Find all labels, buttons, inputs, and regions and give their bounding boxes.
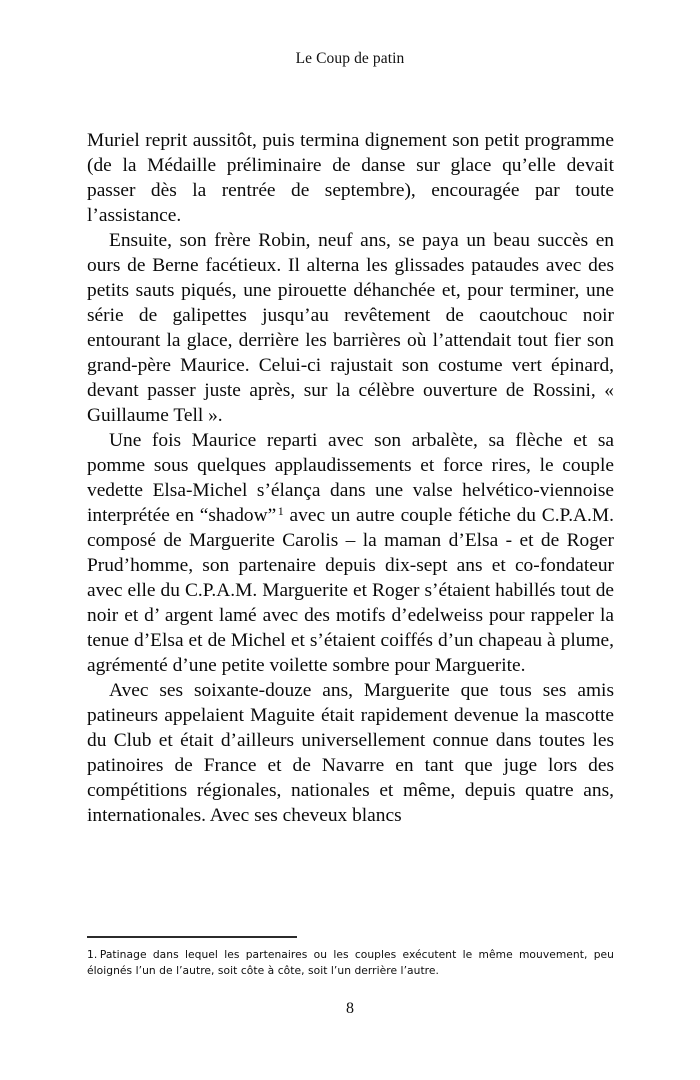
body-text-block bbox=[87, 128, 614, 828]
footnote-reference-marker[interactable]: 1 bbox=[277, 503, 284, 518]
paragraph: Avec ses soixante-douze ans, Marguerite que tous ses amis patineurs appelaient Maguite était rapidement devenue la mascotte du Club et était d’ailleurs universellement connue dans toutes les patinoires de France et de Navarre en tant que juge lors des compétitions régionales, nationales et même, depuis quatre ans, internationales. Avec ses cheveux blancs bbox=[87, 680, 614, 826]
running-head: Le Coup de patin bbox=[295, 50, 405, 67]
footnote bbox=[87, 947, 614, 979]
paragraph-text-after-footnote: avec un autre couple fétiche du C.P.A.M. composé de Marguerite Carolis – la maman d’Elsa - et de Roger Prud’homme, son partenaire depuis dix-sept ans et co-fondateur avec elle du C.P.A.M. Marguerite et Roger s’étaient habillés tout de noir et d’ argent lamé avec des motifs d’edelweiss pour rappeler la tenue d’Elsa et de Michel et s’étaient coiffés d’un chapeau à plume, agrémenté d’une petite voilette sombre pour Marguerite. bbox=[87, 505, 614, 676]
footnote-body-text: Patinage dans lequel les partenaires ou les couples exécutent le même mouvement, peu éloignés l’un de l’autre, soit côte à côte, soit l’un derrière l’autre. bbox=[87, 947, 614, 977]
paragraph: Ensuite, son frère Robin, neuf ans, se paya un beau succès en ours de Berne facétieux. Il alterna les glissades pataudes avec des petits sauts piqués, une pirouette déhanchée et, pour terminer, une série de galipettes jusqu’au revêtement de caoutchouc noir entourant la glace, derrière les barrières où l’attendait tout fier son grand-père Maurice. Celui-ci rajustait son costume vert épinard, devant passer juste après, sur la célèbre ouverture de Rossini, « Guillaume Tell ». bbox=[87, 230, 614, 426]
footnote-number: 1. bbox=[87, 947, 98, 961]
paragraph-with-footnote bbox=[87, 428, 614, 678]
paragraph-text-before-footnote: Une fois Maurice reparti avec son arbalète, sa flèche et sa pomme sous quelques applaudissements et force rires, le couple vedette Elsa-Michel s’élança dans une valse helvético-viennoise interprétée en “shadow” bbox=[87, 430, 614, 526]
page-number: 8 bbox=[346, 1000, 354, 1017]
footnote-separator-rule bbox=[87, 936, 297, 938]
footnote-area bbox=[87, 936, 614, 979]
paragraph: Muriel reprit aussitôt, puis termina dignement son petit programme (de la Médaille préliminaire de danse sur glace qu’elle devait passer dès la rentrée de septembre), encouragée par toute l’assistance. bbox=[87, 130, 614, 226]
